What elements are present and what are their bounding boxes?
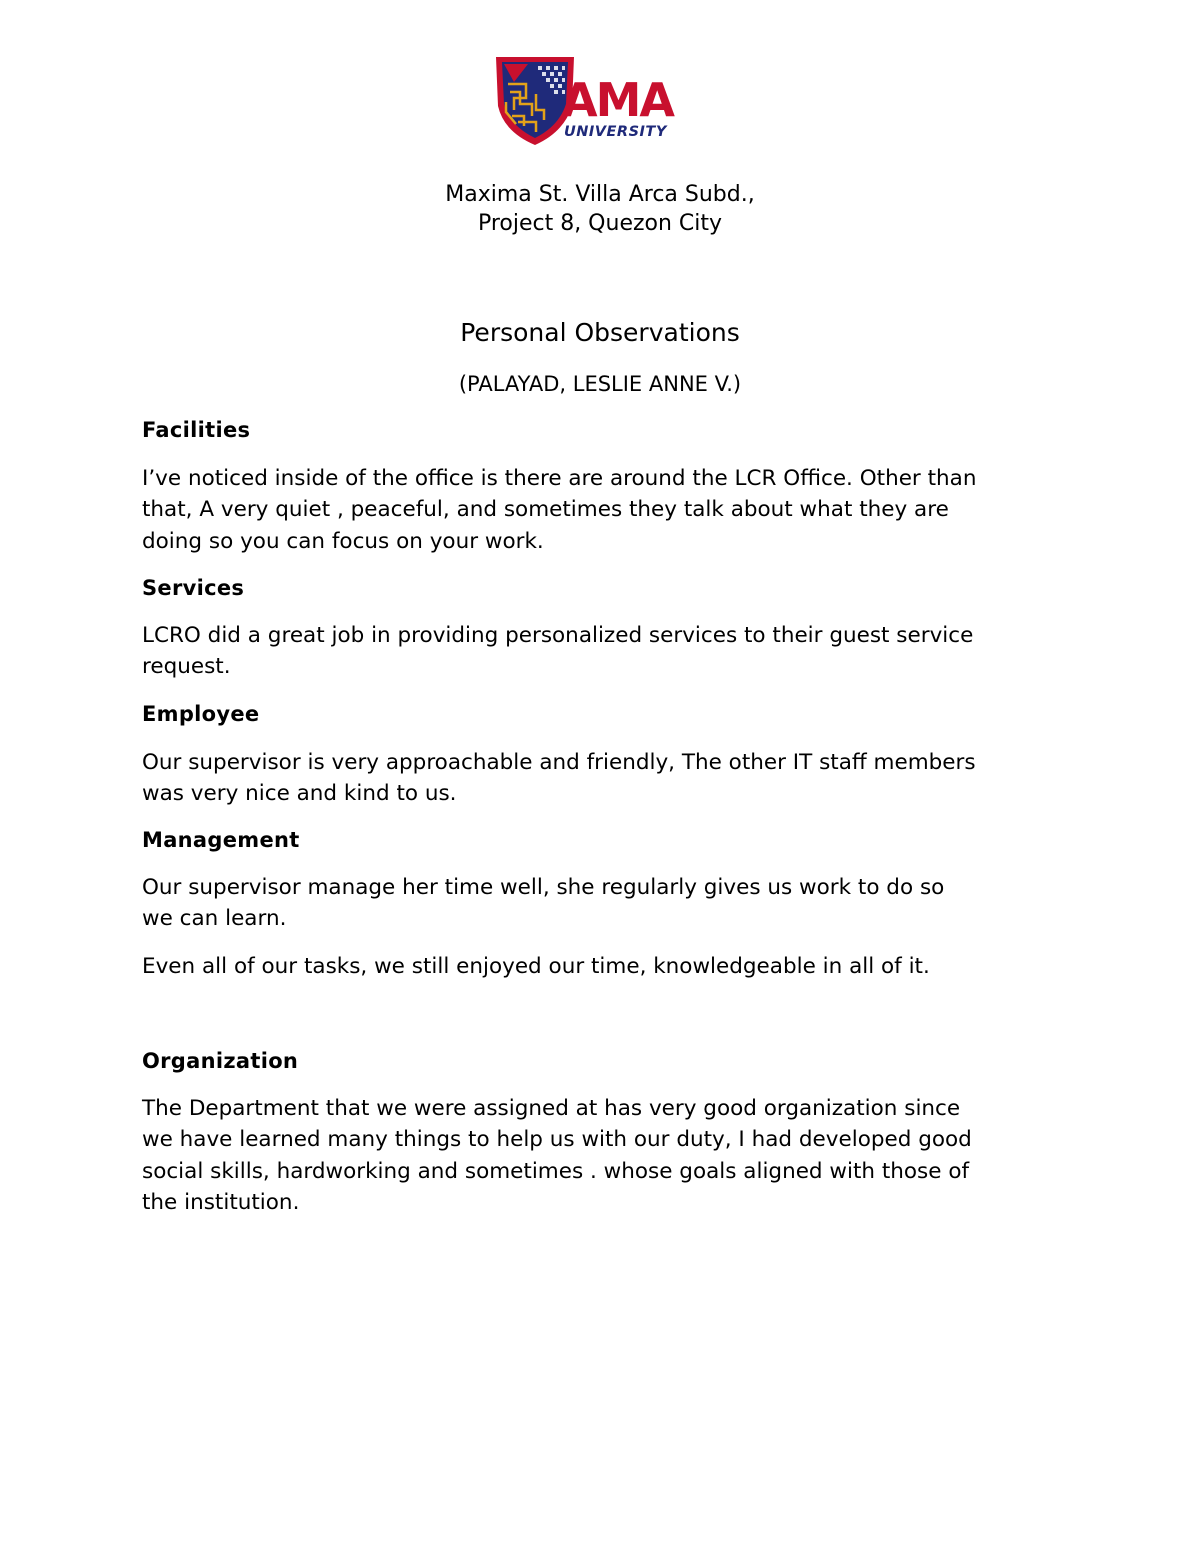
- section-heading-organization: Organization: [142, 1049, 299, 1073]
- document-title: Personal Observations: [460, 318, 740, 347]
- section-heading-services: Services: [142, 576, 245, 600]
- section-paragraph-services: LCRO did a great job in providing personalized services to their guest service request.: [142, 623, 974, 680]
- section-paragraph-facilities: I’ve noticed inside of the office is there are around the LCR Office. Other than that, A very quiet , peaceful, and sometimes they talk about what they are doing so you can focus on your work.: [142, 466, 977, 554]
- section-paragraph-management-1: Our supervisor manage her time well, she regularly gives us work to do so we can learn.: [142, 875, 945, 932]
- svg-text:AMA: AMA: [562, 73, 673, 127]
- address-line-2: Project 8, Quezon City: [477, 211, 723, 236]
- document-author: (PALAYAD, LESLIE ANNE V.): [458, 372, 742, 396]
- svg-text:UNIVERSITY: UNIVERSITY: [564, 124, 667, 140]
- section-heading-facilities: Facilities: [142, 418, 251, 442]
- address-line-1: Maxima St. Villa Arca Subd.,: [445, 182, 755, 207]
- section-paragraph-employee: Our supervisor is very approachable and friendly, The other IT staff members was very nice and kind to us.: [142, 750, 976, 807]
- section-heading-employee: Employee: [142, 702, 260, 726]
- ama-university-logo: [492, 54, 688, 148]
- section-heading-management: Management: [142, 828, 300, 852]
- section-paragraph-management-2: Even all of our tasks, we still enjoyed our time, knowledgeable in all of it.: [142, 954, 930, 979]
- section-paragraph-organization: The Department that we were assigned at has very good organization since we have learned many things to help us with our duty, I had developed good social skills, hardworking and sometimes . whose goals aligned with those of the institution.: [142, 1096, 972, 1216]
